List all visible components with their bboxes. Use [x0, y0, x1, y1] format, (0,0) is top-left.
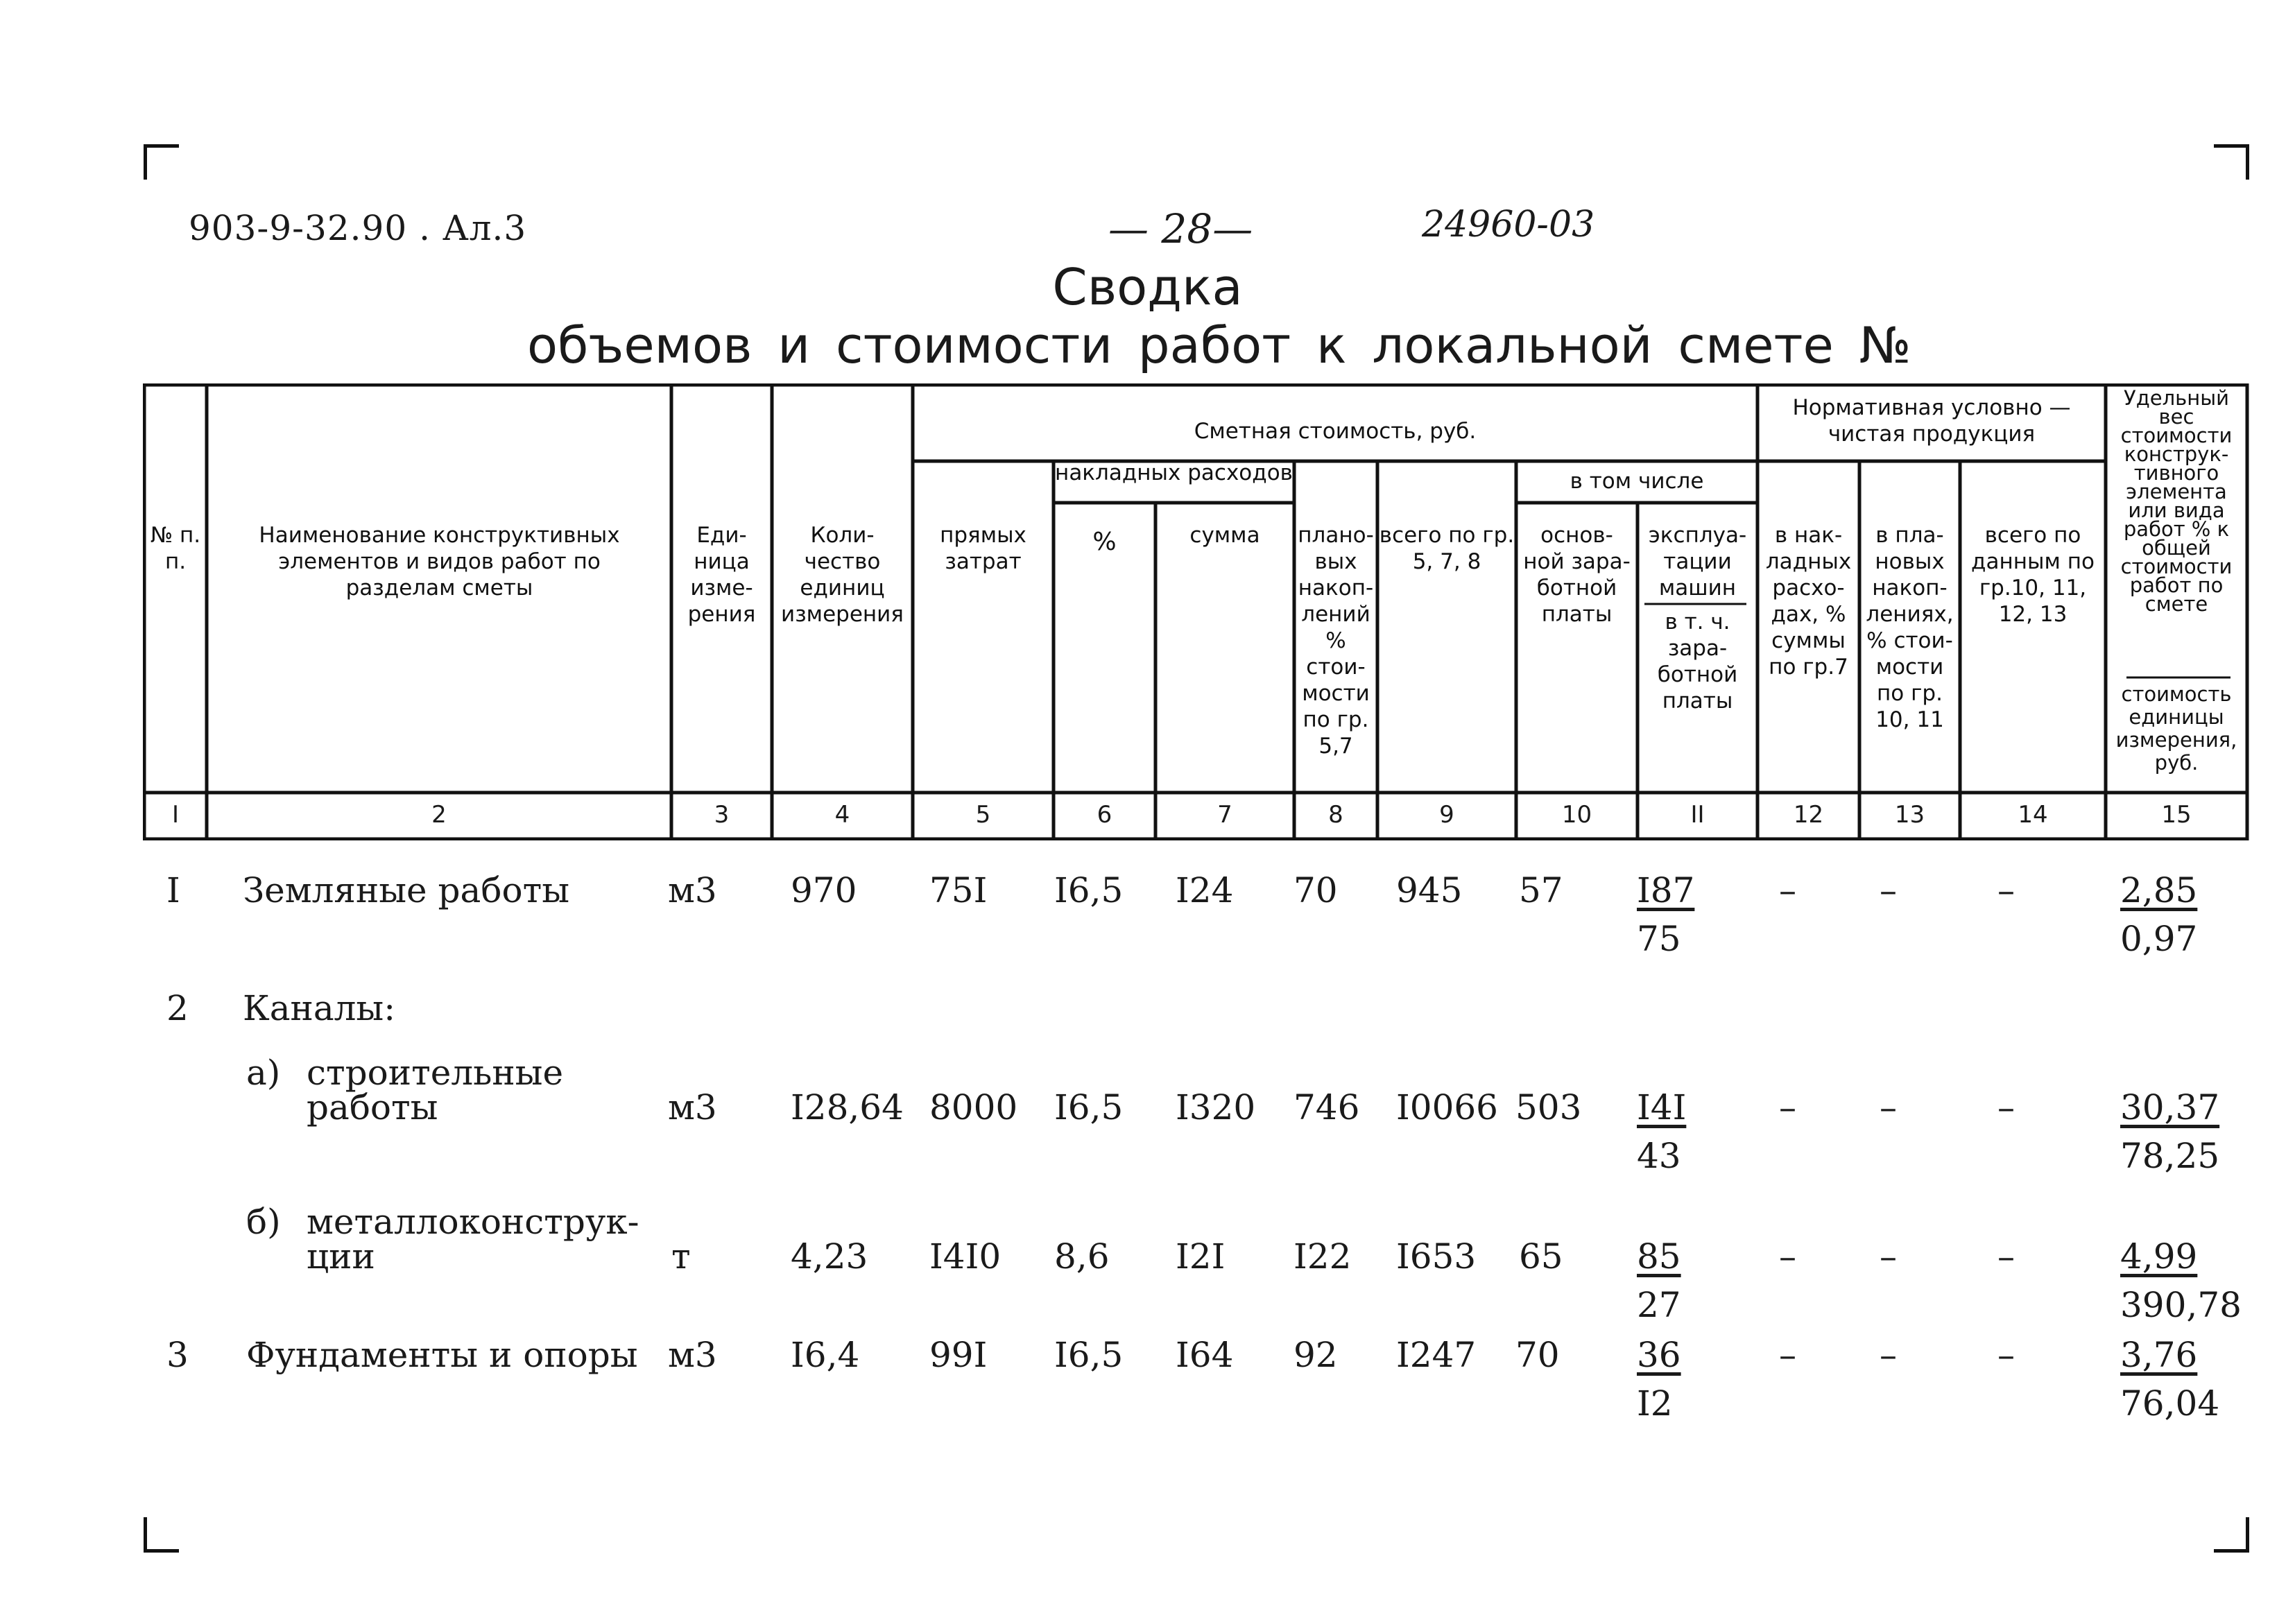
- row-overhead-pct: I6,5: [1054, 1335, 1124, 1375]
- row-col-14: –: [1997, 1087, 2015, 1128]
- header-col-8: плано- вых накоп- лений % стои- мости по гр. 5,7: [1298, 523, 1374, 759]
- row-total: I0066: [1396, 1087, 1498, 1128]
- table-header: [143, 383, 2250, 840]
- row-planned-savings: 746: [1293, 1087, 1360, 1128]
- row-wages: 503: [1515, 1087, 1582, 1128]
- row-overhead-sum: I24: [1176, 870, 1234, 910]
- column-number: 13: [1894, 801, 1925, 829]
- row-quantity: I28,64: [791, 1087, 904, 1128]
- row-share: 2,85: [2120, 870, 2198, 910]
- header-group-cost: Сметная стоимость, руб.: [1194, 419, 1477, 444]
- row-col-13: –: [1880, 1236, 1897, 1277]
- table-row: [0, 1053, 2295, 1184]
- row-number: 2: [166, 988, 189, 1028]
- row-col-14: –: [1997, 1335, 2015, 1375]
- header-group-overhead: накладных расходов: [1055, 460, 1293, 485]
- header-col-2: Наименование конструктивных элементов и видов работ по разделам сметы: [259, 523, 620, 601]
- row-total: 945: [1396, 870, 1463, 910]
- table-row: [0, 1202, 2295, 1333]
- row-direct-cost: 75I: [929, 870, 988, 910]
- row-name-line-1: строительные: [307, 1053, 564, 1093]
- column-number: 6: [1097, 801, 1112, 829]
- header-col-10: основ- ной зара- ботной платы: [1523, 523, 1631, 627]
- corner-mark-top-left: [144, 144, 179, 180]
- row-total: I247: [1396, 1335, 1477, 1375]
- header-col-4: Коли- чество единиц измерения: [781, 523, 904, 627]
- row-machine-cost: 85: [1637, 1236, 1681, 1277]
- row-overhead-sum: I2I: [1176, 1236, 1226, 1277]
- row-quantity: 4,23: [791, 1236, 868, 1277]
- header-col-13: в пла- новых накоп- лениях, % стои- мости по гр. 10, 11: [1866, 523, 1954, 732]
- header-col-7: сумма: [1189, 523, 1260, 548]
- header-col-1: № п. п.: [150, 523, 201, 574]
- row-name: Земляные работы: [243, 870, 570, 910]
- row-wages: 70: [1515, 1335, 1560, 1375]
- header-col-3: Еди- ница изме- рения: [687, 523, 756, 627]
- row-share: 30,37: [2120, 1087, 2220, 1128]
- row-share: 3,76: [2120, 1335, 2198, 1375]
- row-unit: м3: [668, 1335, 717, 1375]
- row-overhead-pct: I6,5: [1054, 1087, 1124, 1128]
- corner-mark-bottom-left: [144, 1517, 179, 1553]
- row-machine-cost: I4I: [1637, 1087, 1687, 1128]
- header-col-5: прямых затрат: [940, 523, 1026, 574]
- row-machine-cost: 36: [1637, 1335, 1681, 1375]
- row-direct-cost: 8000: [929, 1087, 1018, 1128]
- row-machine-cost: I87: [1637, 870, 1695, 910]
- row-machine-wages: 43: [1637, 1136, 1681, 1176]
- header-col-6: %: [1092, 528, 1117, 556]
- row-unit-cost: 78,25: [2120, 1136, 2220, 1176]
- page-number: — 28—: [1108, 205, 1253, 252]
- row-col-12: –: [1779, 1236, 1796, 1277]
- row-name-line-1: металлоконструк-: [307, 1202, 639, 1242]
- column-number: 9: [1439, 801, 1454, 829]
- row-wages: 57: [1519, 870, 1563, 910]
- row-unit-cost: 76,04: [2120, 1383, 2220, 1424]
- row-direct-cost: 99I: [929, 1335, 988, 1375]
- column-number: I: [171, 801, 180, 829]
- row-planned-savings: I22: [1293, 1236, 1352, 1277]
- header-col-9: всего по гр. 5, 7, 8: [1379, 523, 1515, 574]
- row-machine-wages: 75: [1637, 919, 1681, 959]
- row-letter: а): [246, 1053, 281, 1093]
- corner-mark-top-right: [2214, 144, 2249, 180]
- corner-mark-bottom-right: [2214, 1517, 2249, 1553]
- row-overhead-sum: I320: [1176, 1087, 1256, 1128]
- column-number: 12: [1793, 801, 1824, 829]
- row-quantity: 970: [791, 870, 857, 910]
- column-number: 7: [1217, 801, 1232, 829]
- row-col-12: –: [1779, 1335, 1796, 1375]
- header-group-incl: в том числе: [1570, 469, 1704, 494]
- inventory-number: 24960-03: [1422, 204, 1595, 245]
- row-name-line-2: ции: [307, 1236, 375, 1277]
- header-group-norm: Нормативная условно — чистая продукция: [1792, 395, 2071, 447]
- column-number: 8: [1328, 801, 1343, 829]
- row-col-12: –: [1779, 870, 1796, 910]
- column-number: 2: [431, 801, 447, 829]
- row-overhead-pct: 8,6: [1054, 1236, 1110, 1277]
- row-unit-cost: 0,97: [2120, 919, 2198, 959]
- column-number: 3: [714, 801, 730, 829]
- row-letter: б): [246, 1202, 281, 1242]
- column-number: 15: [2161, 801, 2192, 829]
- table-row: [0, 870, 2295, 974]
- header-col-15-bottom: стоимость единицы измерения, руб.: [2115, 682, 2237, 775]
- column-number: 5: [975, 801, 991, 829]
- row-col-14: –: [1997, 870, 2015, 910]
- row-overhead-sum: I64: [1176, 1335, 1234, 1375]
- row-name-line-2: работы: [307, 1087, 438, 1128]
- row-total: I653: [1396, 1236, 1477, 1277]
- header-col-11-top: эксплуа- тации машин: [1648, 523, 1747, 601]
- row-name: Каналы:: [243, 988, 396, 1028]
- row-direct-cost: I4I0: [929, 1236, 1002, 1277]
- row-col-13: –: [1880, 1335, 1897, 1375]
- header-col-15-top: Удельный вес стоимости конструк- тивного элемента или вида работ % к общей стоимости работ по смете: [2120, 386, 2233, 616]
- page-subtitle: объемов и стоимости работ к локальной смете №: [527, 316, 1911, 374]
- header-col-11-bottom: в т. ч. зара- ботной платы: [1657, 610, 1738, 714]
- row-planned-savings: 92: [1293, 1335, 1338, 1375]
- column-number: 4: [834, 801, 850, 829]
- row-unit: м3: [668, 870, 717, 910]
- row-col-13: –: [1880, 1087, 1897, 1128]
- header-col-12: в нак- ладных расхо- дах, % суммы по гр.7: [1765, 523, 1852, 680]
- column-number: 14: [2018, 801, 2048, 829]
- row-number: I: [166, 870, 180, 910]
- page-title: Сводка: [1052, 258, 1243, 316]
- row-number: 3: [166, 1335, 189, 1375]
- row-planned-savings: 70: [1293, 870, 1338, 910]
- row-unit: м3: [668, 1087, 717, 1128]
- row-machine-wages: 27: [1637, 1285, 1681, 1325]
- row-unit: т: [671, 1236, 691, 1277]
- column-number: II: [1690, 801, 1705, 829]
- row-overhead-pct: I6,5: [1054, 870, 1124, 910]
- row-wages: 65: [1519, 1236, 1563, 1277]
- table-row: [0, 1335, 2295, 1439]
- row-col-14: –: [1997, 1236, 2015, 1277]
- row-col-13: –: [1880, 870, 1897, 910]
- column-number: 10: [1561, 801, 1592, 829]
- row-quantity: I6,4: [791, 1335, 860, 1375]
- table-row: [0, 988, 2295, 1037]
- row-name: Фундаменты и опоры: [246, 1335, 638, 1375]
- row-machine-wages: I2: [1637, 1383, 1673, 1424]
- row-share: 4,99: [2120, 1236, 2198, 1277]
- row-col-12: –: [1779, 1087, 1796, 1128]
- header-col-14: всего по данным по гр.10, 11, 12, 13: [1971, 523, 2095, 627]
- document-code: 903-9-32.90 . Ал.3: [189, 208, 527, 248]
- row-unit-cost: 390,78: [2120, 1285, 2242, 1325]
